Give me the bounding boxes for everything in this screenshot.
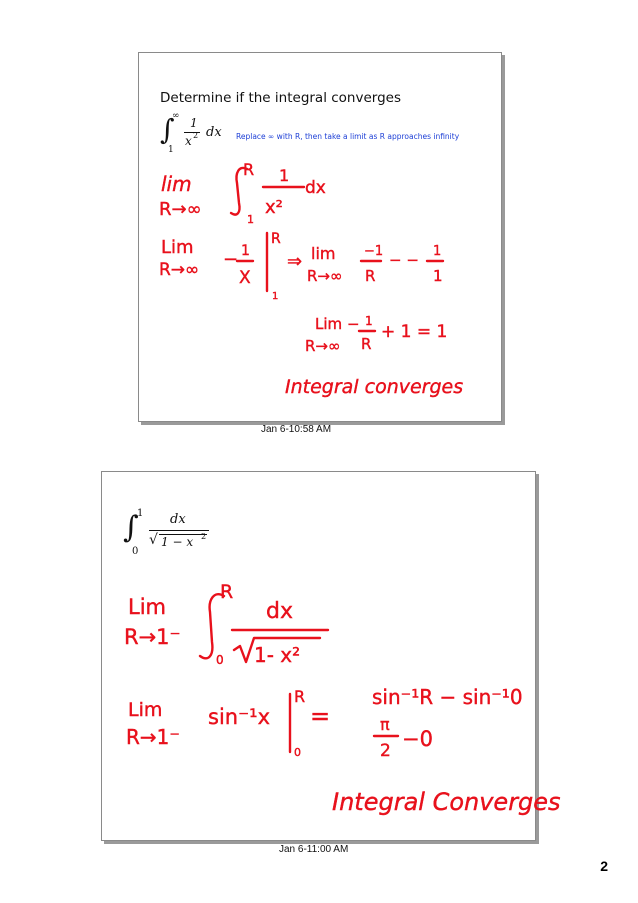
hw-den-2b-1: R xyxy=(365,267,376,285)
integral-numerator: dx xyxy=(170,512,186,527)
hw-lim-sub-2: R→∞ xyxy=(159,260,200,280)
hw-dx-1: dx xyxy=(305,178,326,198)
integral-radicand: 1 − x xyxy=(161,535,194,549)
handwritten-work xyxy=(102,472,561,840)
page-number: 2 xyxy=(600,858,608,874)
radical-sign: √ xyxy=(149,532,158,548)
hw-num-2b-1: −1 xyxy=(364,244,384,259)
handwritten-work xyxy=(139,53,501,421)
hint-text: Replace ∞ with R, then take a limit as R approaches infinity xyxy=(236,132,460,141)
hw-lim-sub-2b: R→∞ xyxy=(307,267,343,285)
hw-den-2: X xyxy=(239,268,251,288)
hw-integral-sign-1 xyxy=(200,594,224,658)
hw-den-1: x² xyxy=(265,197,283,218)
hw-num-2: 1 xyxy=(241,243,250,259)
hw-int-lower-1: 0 xyxy=(216,653,224,667)
slide-1 xyxy=(138,52,502,422)
slide-title: Determine if the integral converges xyxy=(160,90,402,106)
hw-fn-2: sin⁻¹x xyxy=(208,705,271,729)
integral-lower-limit: 1 xyxy=(168,145,174,155)
hw-int-upper-1: R xyxy=(243,160,255,179)
integral-denominator: x xyxy=(185,134,192,148)
hw-implies-2: ⇒ xyxy=(287,251,303,272)
hw-lim-sub-1: R→∞ xyxy=(159,199,202,220)
hw-int-lower-1: 1 xyxy=(247,213,254,226)
hw-conclusion-2: Integral Converges xyxy=(332,788,561,816)
hw-lim-2: Lim xyxy=(128,699,163,721)
hw-lim-sub-1: R→1⁻ xyxy=(124,625,181,649)
hw-lim-sub-3: R→∞ xyxy=(305,337,341,355)
hw-result-2b-rest: −0 xyxy=(402,727,433,751)
hw-lim-sub-2: R→1⁻ xyxy=(126,725,180,749)
integral-exponent: 2 xyxy=(201,532,207,541)
hw-eval-lower-2: 1 xyxy=(272,291,279,302)
hw-result-2b-num: π xyxy=(380,715,390,734)
hw-lim-1: lim xyxy=(161,172,192,196)
integral-sign: ∫ xyxy=(123,510,139,545)
hw-eq-2: = xyxy=(310,702,331,730)
hw-minus-2: − xyxy=(223,249,239,270)
integral-exponent: 2 xyxy=(193,131,199,140)
integral-lower-limit: 0 xyxy=(132,546,139,557)
slide-2 xyxy=(101,471,561,841)
hw-eval-lower-2: 0 xyxy=(294,746,301,759)
hw-eval-upper-2: R xyxy=(294,687,306,706)
hw-num-2b-2: 1 xyxy=(433,244,442,259)
hw-lim-3: Lim xyxy=(315,315,343,333)
hw-minus-3: − xyxy=(347,315,360,333)
hw-lim-1: Lim xyxy=(128,595,166,619)
hw-int-upper-1: R xyxy=(220,581,234,603)
hw-conclusion-1: Integral converges xyxy=(285,376,464,398)
integral-upper-limit: 1 xyxy=(137,508,144,519)
hw-mid-2b: − − xyxy=(389,251,419,269)
hw-result-2b-den: 2 xyxy=(380,741,391,761)
hw-num-3: 1 xyxy=(365,314,373,328)
hw-lim-2b: lim xyxy=(311,244,336,263)
hw-result-2a: sin⁻¹R − sin⁻¹0 xyxy=(372,685,523,709)
slide-2-timestamp: Jan 6-11:00 AM xyxy=(279,844,349,855)
hw-num-1: dx xyxy=(266,599,293,624)
integral-sign: ∫ xyxy=(160,113,175,146)
hw-num-1: 1 xyxy=(279,166,290,185)
integral-differential: dx xyxy=(206,125,222,140)
hw-lim-2: Lim xyxy=(161,237,194,258)
integral-numerator: 1 xyxy=(190,116,198,130)
hw-den-1: 1- x² xyxy=(254,643,301,667)
hw-eval-upper-2: R xyxy=(271,231,281,247)
slide-1-timestamp: Jan 6-10:58 AM xyxy=(261,424,332,435)
integral-upper-limit: ∞ xyxy=(172,111,180,121)
hw-den-2b-2: 1 xyxy=(433,267,443,285)
hw-rest-3: + 1 = 1 xyxy=(381,322,448,342)
hw-den-3: R xyxy=(361,335,372,353)
